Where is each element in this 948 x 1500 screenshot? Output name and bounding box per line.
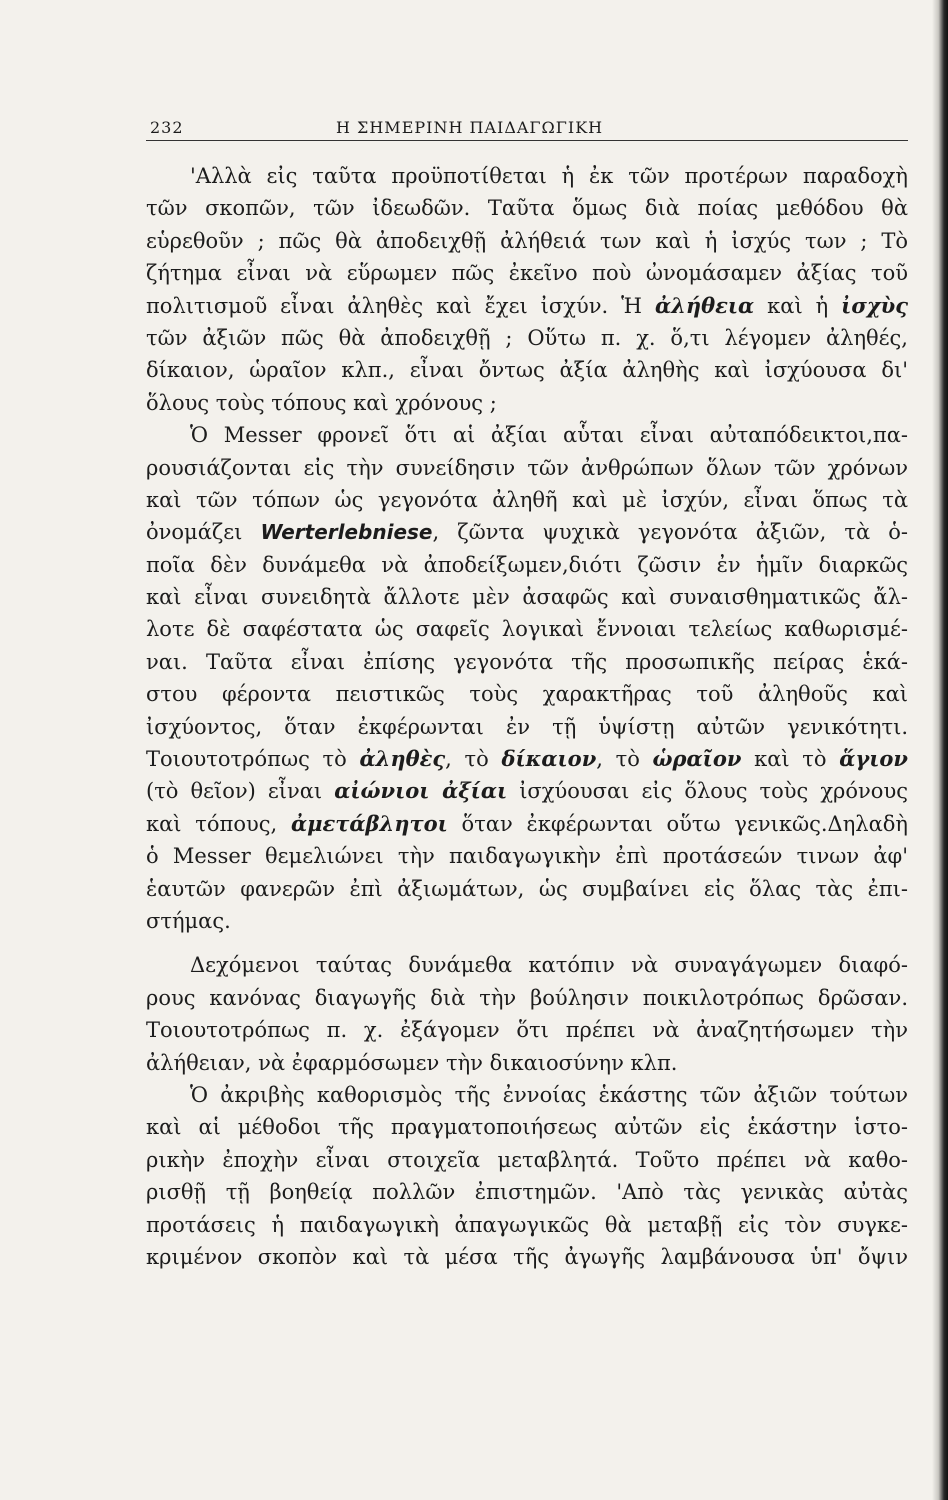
- text-line: Δεχόμενοι ταύτας δυνάμεθα κατόπιν νὰ συναγάγωμεν διαφό-: [190, 953, 908, 978]
- text-line: τῶν ἀξιῶν πῶς θὰ ἀποδειχθῇ ; Οὕτω π. χ. ὅ,τι λέγομεν ἀληθές,: [146, 325, 908, 350]
- text-line: ρισθῇ τῇ βοηθείᾳ πολλῶν ἐπιστημῶν. 'Απὸ τὰς γενικὰς αὐτὰς: [146, 1180, 908, 1205]
- emphasis-alethes: ἀληθὲς: [359, 746, 446, 772]
- text-run: καὶ ἡ: [754, 293, 842, 318]
- page-edge-shadow: [932, 0, 948, 1500]
- text-run: Τοιουτοτρόπως τὸ: [146, 747, 360, 772]
- text-line: στήμας.: [146, 908, 231, 933]
- header-rule: [146, 140, 908, 141]
- text-run: (τὸ θεῖον) εἶναι: [146, 779, 335, 804]
- text-line: λοτε δὲ σαφέστατα ὡς σαφεῖς λογικαὶ ἔννοιαι τελείως καθωρισμέ-: [146, 617, 908, 642]
- text-line: ζήτημα εἶναι νὰ εὕρωμεν πῶς ἐκεῖνο ποὺ ὠνομάσαμεν ἀξίας τοῦ: [146, 261, 908, 286]
- paragraph-gap: [146, 937, 908, 949]
- text-line: κριμένον σκοπὸν καὶ τὰ μέσα τῆς ἀγωγῆς λαμβάνουσα ὑπ' ὄψιν: [146, 1244, 908, 1269]
- text-line: καὶ αἱ μέθοδοι τῆς πραγματοποιήσεως αὐτῶν εἰς ἑκάστην ἱστο-: [146, 1115, 908, 1140]
- emphasis-werterlebniese: Werterlebniese: [260, 520, 433, 545]
- text-line: τῶν σκοπῶν, τῶν ἰδεωδῶν. Ταῦτα ὅμως διὰ ποίας μεθόδου θὰ: [146, 196, 908, 221]
- text-line: ἰσχύοντος, ὅταν ἐκφέρωνται ἐν τῇ ὑψίστῃ αὐτῶν γενικότητι.: [146, 714, 908, 739]
- text-run: καὶ τὸ: [741, 747, 840, 772]
- text-line: ναι. Ταῦτα εἶναι ἐπίσης γεγονότα τῆς προσωπικῆς πείρας ἑκά-: [146, 649, 908, 674]
- text-run: καὶ τόπους,: [146, 811, 291, 836]
- text-line: 'Αλλὰ εἰς ταῦτα προϋποτίθεται ἡ ἐκ τῶν προτέρων παραδοχὴ: [190, 164, 908, 188]
- running-title: Η ΣΗΜΕΡΙΝΗ ΠΑΙΔΑΓΩΓΙΚΗ: [336, 118, 604, 137]
- text-line: ρουσιάζονται εἰς τὴν συνείδησιν τῶν ἀνθρώπων ὅλων τῶν χρόνων: [146, 455, 908, 480]
- emphasis-oraion: ὡραῖον: [652, 746, 742, 772]
- text-line: ρους κανόνας διαγωγῆς διὰ τὴν βούλησιν ποικιλοτρόπως δρῶσαν.: [146, 985, 908, 1010]
- text-line: εὑρεθοῦν ; πῶς θὰ ἀποδειχθῇ ἀλήθειά των καὶ ἡ ἰσχύς των ; Τὸ: [146, 228, 908, 253]
- emphasis-agion: ἅγιον: [839, 746, 908, 772]
- emphasis-ischys: ἰσχὺς: [841, 292, 908, 318]
- text-line: Ὁ ἀκριβὴς καθορισμὸς τῆς ἐννοίας ἑκάστης τῶν ἀξιῶν τούτων: [190, 1082, 908, 1107]
- text-line: [146, 775, 908, 807]
- text-run: ὀνομάζει: [146, 520, 261, 545]
- text-line: ἀλήθειαν, νὰ ἐφαρμόσωμεν τὴν δικαιοσύνην κλπ.: [146, 1050, 678, 1075]
- page-number: 232: [150, 118, 184, 137]
- text-run: , ζῶντα ψυχικὰ γεγονότα ἀξιῶν, τὰ ὁ-: [432, 520, 908, 545]
- text-line: δίκαιον, ὡραῖον κλπ., εἶναι ὄντως ἀξία ἀληθὴς καὶ ἰσχύουσα δι': [146, 358, 908, 383]
- text-line: [146, 743, 908, 775]
- text-line: καὶ τῶν τόπων ὡς γεγονότα ἀληθῆ καὶ μὲ ἰσχύν, εἶναι ὅπως τὰ: [146, 487, 908, 512]
- text-run: πολιτισμοῦ εἶναι ἀληθὲς καὶ ἔχει ἰσχύν. Ἡ: [146, 293, 655, 318]
- body-text: [146, 160, 908, 1273]
- text-run: ὅταν ἐκφέρωνται οὕτω γενικῶς.Δηλαδὴ: [447, 811, 908, 836]
- emphasis-aionioi-axiai: αἰώνιοι ἀξίαι: [334, 778, 508, 804]
- text-line: [146, 516, 908, 548]
- text-run: ἰσχύουσαι εἰς ὅλους τοὺς χρόνους: [507, 779, 908, 804]
- text-line: ὅλους τοὺς τόπους καὶ χρόνους ;: [146, 390, 497, 415]
- text-run: , τὸ: [445, 747, 502, 772]
- text-run: , τὸ: [596, 747, 653, 772]
- text-line: ἑαυτῶν φανερῶν ἐπὶ ἀξιωμάτων, ὡς συμβαίνει εἰς ὅλας τὰς ἐπι-: [146, 876, 908, 901]
- text-line: Ὁ Messer φρονεῖ ὅτι αἱ ἀξίαι αὗται εἶναι αὐταπόδεικτοι,πα-: [190, 423, 908, 448]
- text-line: ποῖα δὲν δυνάμεθα νὰ ἀποδείξωμεν,διότι ζῶσιν ἐν ἡμῖν διαρκῶς: [146, 552, 908, 577]
- text-line: [146, 808, 908, 840]
- text-line: προτάσεις ἡ παιδαγωγικὴ ἀπαγωγικῶς θὰ μεταβῇ εἰς τὸν συγκε-: [146, 1212, 908, 1237]
- emphasis-ametavlitoi: ἀμετάβλητοι: [290, 810, 448, 836]
- text-line: καὶ εἶναι συνειδητὰ ἄλλοτε μὲν ἀσαφῶς καὶ συναισθηματικῶς ἄλ-: [146, 585, 908, 610]
- text-line: ὁ Messer θεμελιώνει τὴν παιδαγωγικὴν ἐπὶ προτάσεών τινων ἀφ': [146, 844, 908, 869]
- emphasis-aletheia: ἀλήθεια: [654, 292, 755, 318]
- text-line: [146, 290, 908, 322]
- text-line: ρικὴν ἐποχὴν εἶναι στοιχεῖα μεταβλητά. Τοῦτο πρέπει νὰ καθο-: [146, 1147, 908, 1172]
- running-header: [146, 114, 908, 142]
- text-line: Τοιουτοτρόπως π. χ. ἐξάγομεν ὅτι πρέπει νὰ ἀναζητήσωμεν τὴν: [146, 1018, 908, 1043]
- emphasis-dikaion: δίκαιον: [501, 746, 597, 772]
- text-line: στου φέροντα πειστικῶς τοὺς χαρακτῆρας τοῦ ἀληθοῦς καὶ: [146, 682, 908, 707]
